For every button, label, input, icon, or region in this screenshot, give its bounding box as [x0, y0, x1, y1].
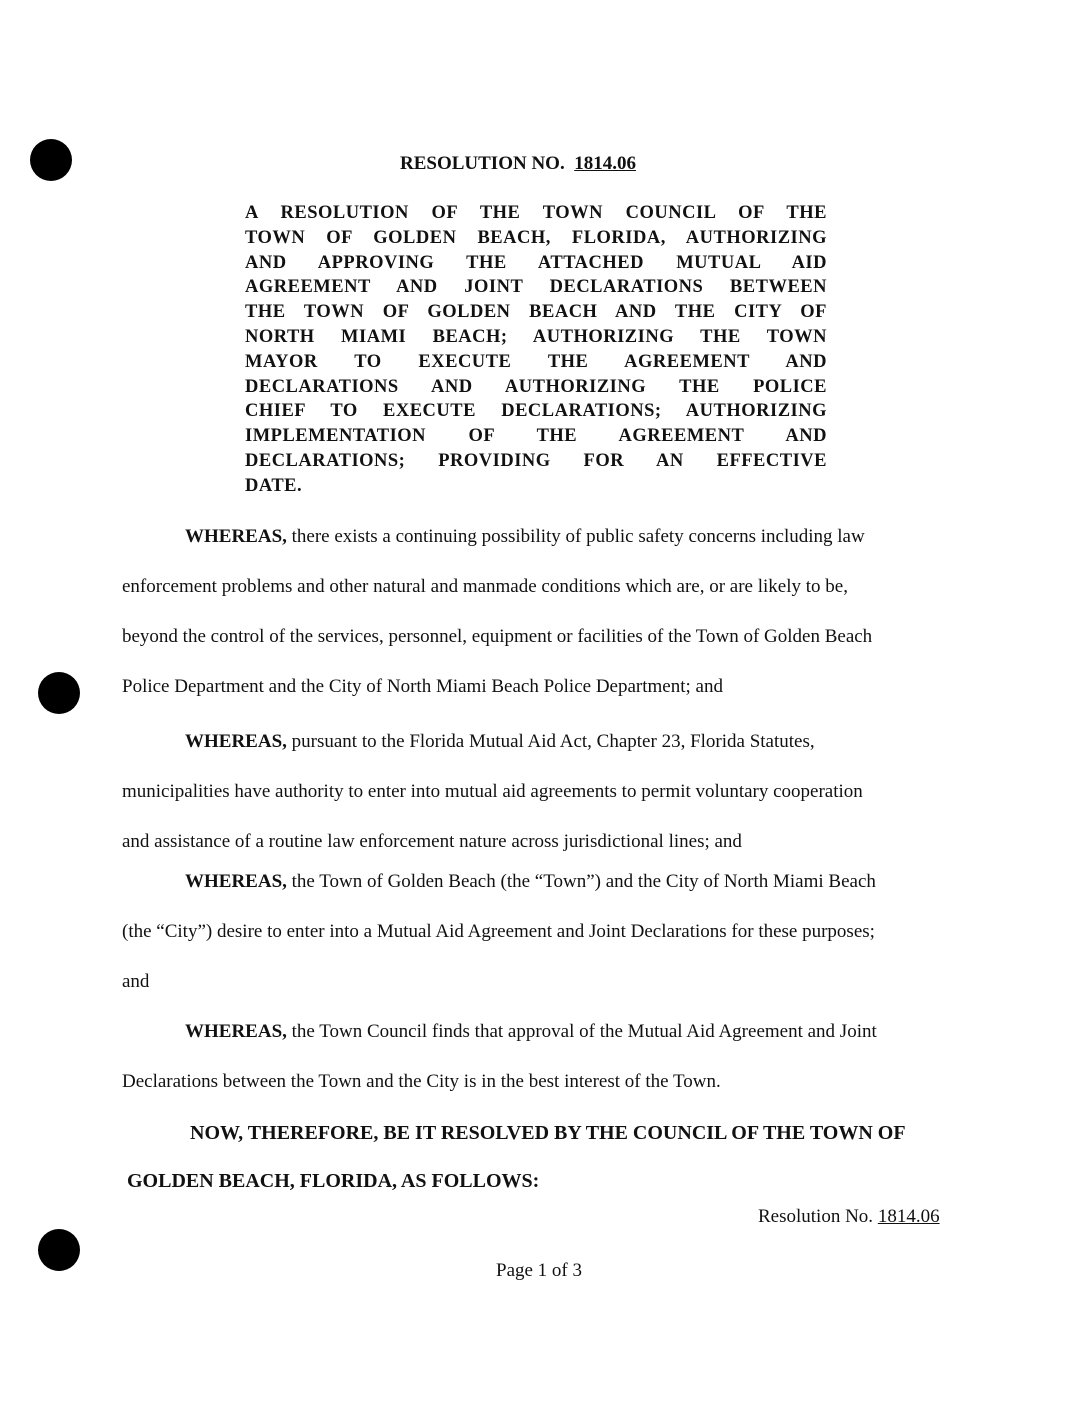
- line-text: pursuant to the Florida Mutual Aid Act, Chapter 23, Florida Statutes,: [291, 731, 815, 752]
- paragraph-line: Police Department and the City of North Miami Beach Police Department; and: [122, 676, 723, 697]
- footer-ref-number: 1814.06: [877, 1206, 940, 1227]
- resolved-line-2: GOLDEN BEACH, FLORIDA, AS FOLLOWS:: [127, 1170, 540, 1192]
- whereas-label: WHEREAS,: [185, 526, 287, 547]
- paragraph-line: and assistance of a routine law enforcement nature across jurisdictional lines; and: [122, 831, 742, 852]
- line-text: the Town of Golden Beach (the “Town”) and the City of North Miami Beach: [291, 871, 876, 892]
- resolution-number: 1814.06: [574, 153, 636, 174]
- caption-line: NORTH MIAMI BEACH; AUTHORIZING THE TOWN: [245, 327, 827, 347]
- punch-hole: [30, 139, 72, 181]
- line-text: there exists a continuing possibility of public safety concerns including law: [291, 526, 865, 547]
- caption-line: MAYOR TO EXECUTE THE AGREEMENT AND: [245, 351, 827, 372]
- paragraph-line: Declarations between the Town and the City is in the best interest of the Town.: [122, 1071, 721, 1092]
- page-number: Page 1 of 3: [496, 1260, 583, 1281]
- line-text: the Town Council finds that approval of the Mutual Aid Agreement and Joint: [291, 1021, 877, 1042]
- paragraph-line: (the “City”) desire to enter into a Mutual Aid Agreement and Joint Declarations for these purposes;: [122, 921, 875, 942]
- whereas-first-line: [185, 1020, 877, 1044]
- caption-line: DECLARATIONS AND AUTHORIZING THE POLICE: [245, 376, 827, 397]
- whereas-label: WHEREAS,: [185, 731, 287, 752]
- punch-hole: [38, 672, 80, 714]
- paragraph-line: and: [122, 971, 150, 992]
- caption-line: DECLARATIONS; PROVIDING FOR AN EFFECTIVE: [245, 451, 827, 471]
- resolution-title: [400, 153, 636, 175]
- footer-resolution-ref: [758, 1206, 940, 1228]
- caption-line: DATE.: [245, 475, 303, 496]
- title-label: RESOLUTION NO.: [400, 153, 565, 174]
- caption-line: TOWN OF GOLDEN BEACH, FLORIDA, AUTHORIZING: [245, 227, 827, 248]
- caption-line: THE TOWN OF GOLDEN BEACH AND THE CITY OF: [245, 302, 827, 323]
- paragraph-line: beyond the control of the services, personnel, equipment or facilities of the Town of Golden Beach: [122, 626, 873, 647]
- caption-line: IMPLEMENTATION OF THE AGREEMENT AND: [245, 426, 827, 447]
- whereas-label: WHEREAS,: [185, 1021, 287, 1042]
- whereas-first-line: [185, 730, 815, 754]
- caption-line: AGREEMENT AND JOINT DECLARATIONS BETWEEN: [245, 277, 827, 298]
- resolved-line-1: NOW, THEREFORE, BE IT RESOLVED BY THE COUNCIL OF THE TOWN OF: [190, 1122, 906, 1144]
- whereas-first-line: [185, 870, 876, 894]
- paragraph-line: enforcement problems and other natural and manmade conditions which are, or are likely to be,: [122, 576, 848, 597]
- whereas-label: WHEREAS,: [185, 871, 287, 892]
- caption-line: AND APPROVING THE ATTACHED MUTUAL AID: [245, 252, 827, 273]
- caption-line: A RESOLUTION OF THE TOWN COUNCIL OF THE: [245, 203, 827, 223]
- caption-line: CHIEF TO EXECUTE DECLARATIONS; AUTHORIZING: [245, 401, 827, 422]
- punch-hole: [38, 1229, 80, 1271]
- paragraph-line: municipalities have authority to enter into mutual aid agreements to permit voluntary cooperation: [122, 781, 863, 802]
- footer-ref-label: Resolution No.: [758, 1206, 874, 1227]
- whereas-first-line: [185, 525, 865, 549]
